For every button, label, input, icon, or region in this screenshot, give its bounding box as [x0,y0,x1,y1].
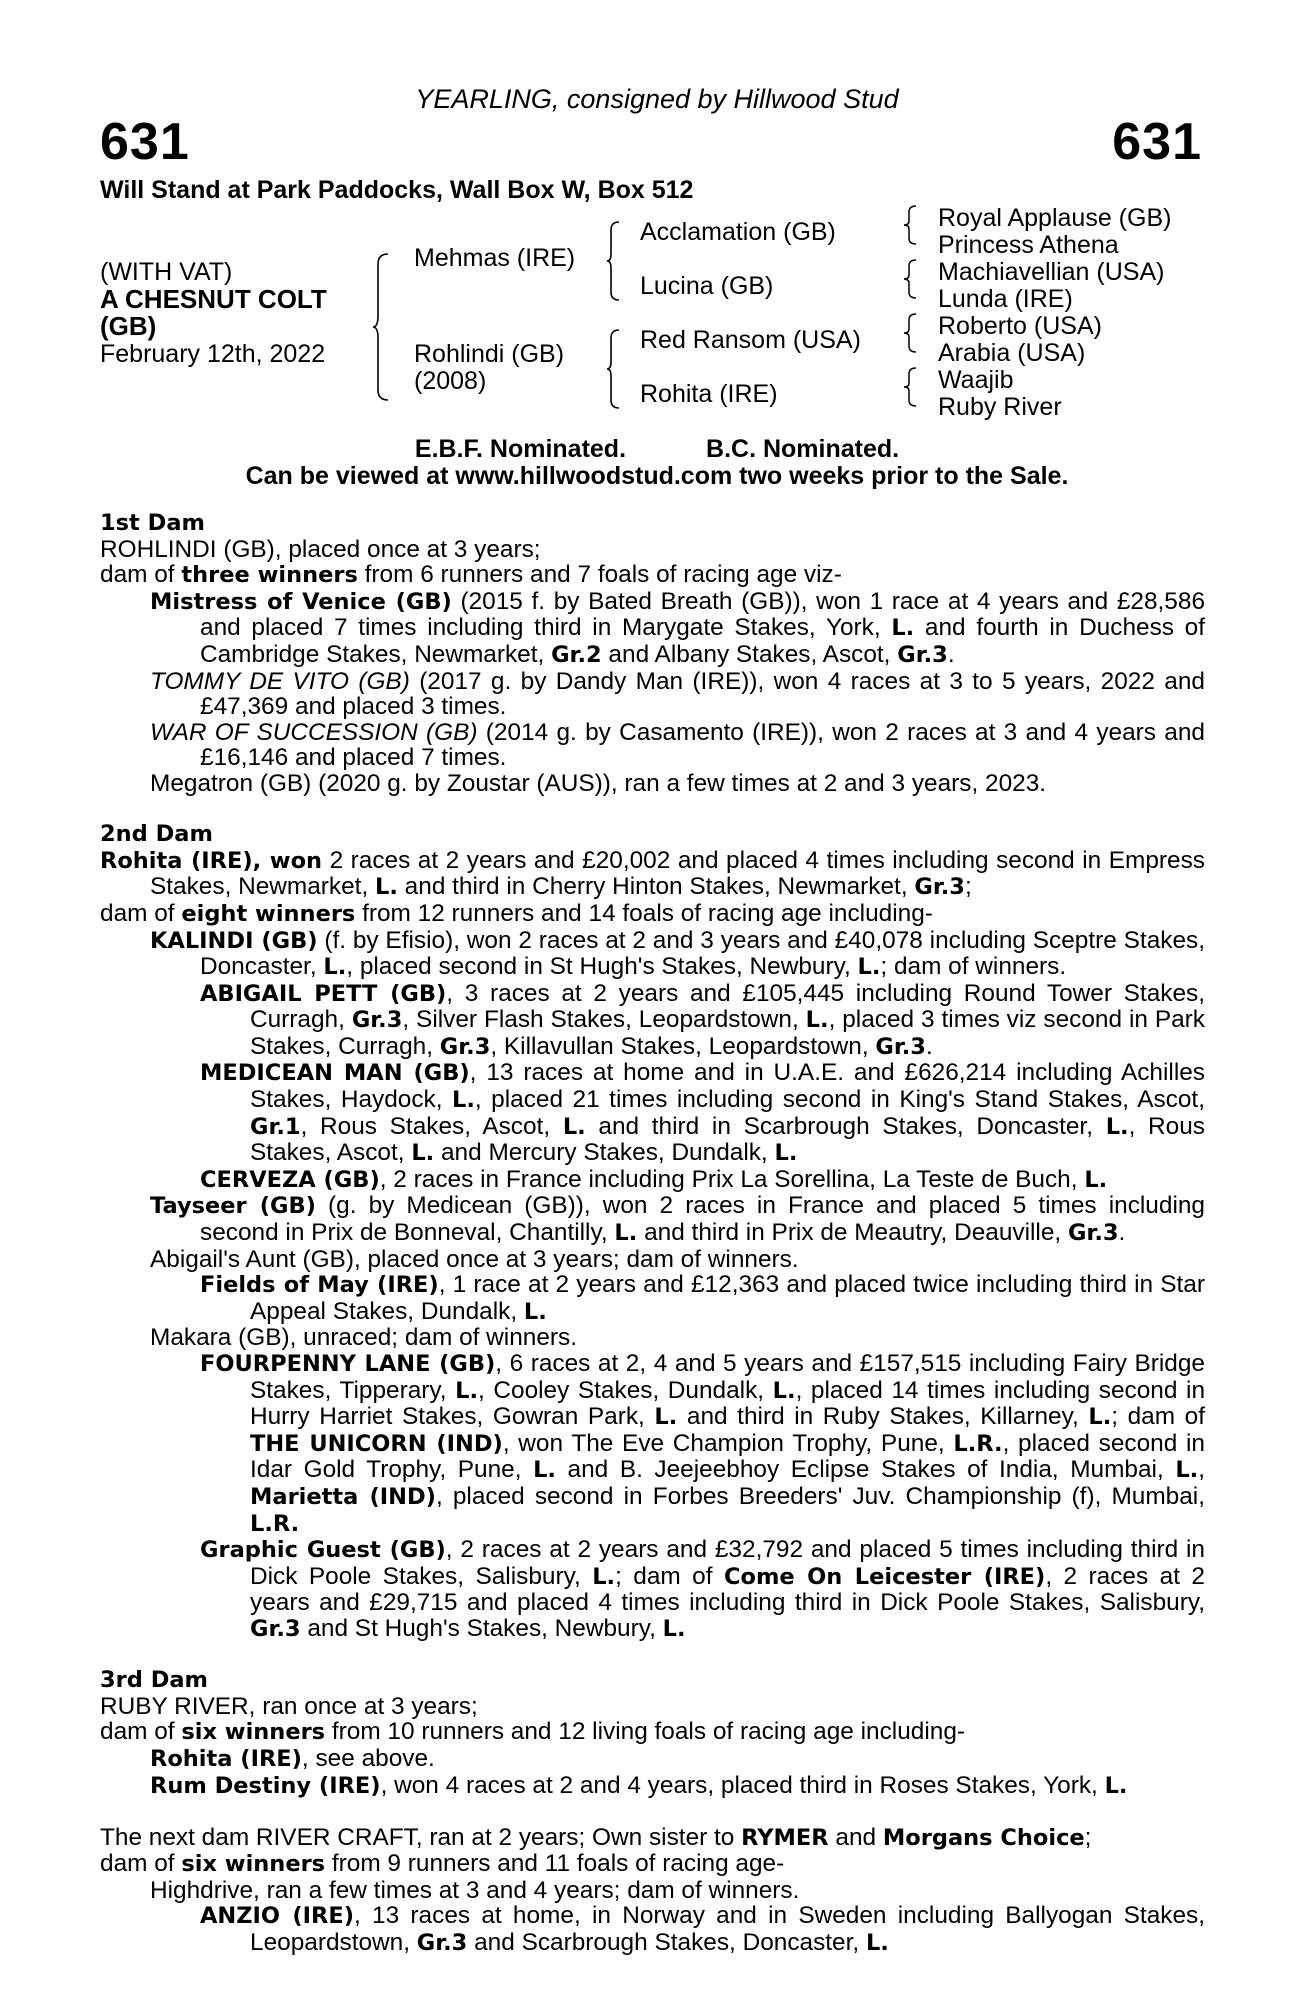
foaling-date: February 12th, 2022 [100,340,326,368]
produce-entry: KALINDI (GB) (f. by Efisio), won 2 races at 2 and 3 years and £40,078 including Sceptre Stakes, Doncaster, L., placed second in St Hugh's Stakes, Newbury, L.; dam of winners. [150,926,1205,981]
second-dam-heading: 2nd Dam [100,821,213,848]
produce-entry: CERVEZA (GB), 2 races in France including Prix La Sorellina, La Teste de Buch, L. [200,1165,1108,1193]
stand-location: Will Stand at Park Paddocks, Wall Box W, Box 512 [100,176,694,204]
pedigree-brace-dam [606,328,622,410]
third-dam-line: RUBY RIVER, ran once at 3 years; [100,1692,478,1720]
pedigree-sire-dam: Lucina (GB) [640,272,774,300]
produce-entry: ABIGAIL PETT (GB), 3 races at 2 years and £105,445 including Round Tower Stakes, Curragh, Gr.3, Silver Flash Stakes, Leopardstown, L., placed 3 times viz second in Park Stakes, Curragh, Gr.3, Killavullan Stakes, Leopardstown, Gr.3. [200,979,1205,1060]
produce-entry: Fields of May (IRE), 1 race at 2 years and £12,363 and placed twice including third in Star Appeal Stakes, Dundalk, L. [200,1271,1205,1325]
third-dam-produce: dam of six winners from 10 runners and 12 living foals of racing age including- [100,1718,966,1746]
pedigree-body [100,511,1205,1957]
pedigree-brace-sire [606,220,622,302]
pedigree-g3-1: Royal Applause (GB) [938,204,1172,232]
first-dam-line: ROHLINDI (GB), placed once at 3 years; [100,535,541,563]
lot-number-left: 631 [100,113,190,171]
first-dam-produce: dam of three winners from 6 runners and 7 foals of racing age viz- [100,561,842,589]
pedigree-g3-4: Lunda (IRE) [938,285,1073,313]
pedigree-g3-7: Waajib [938,366,1014,394]
consignor-line: YEARLING, consigned by Hillwood Stud [415,84,899,114]
produce-entry: FOURPENNY LANE (GB), 6 races at 2, 4 and 5 years and £157,515 including Fairy Bridge Stakes, Tipperary, L., Cooley Stakes, Dundalk, L., placed 14 times including second in Hurry Harriet Stakes, Gowran Park, L. and third in Ruby Stakes, Killarney, L.; dam of THE UNICORN (IND), won The Eve Champion Trophy, Pune, L.R., placed second in Idar Gold Trophy, Pune, L. and B. Jeejeebhoy Eclipse Stakes of India, Mumbai, L., Marietta (IND), placed second in Forbes Breeders' Juv. Championship (f), Mumbai, L.R. [200,1350,1206,1537]
produce-entry: TOMMY DE VITO (GB) (2017 g. by Dandy Man (IRE)), won 4 races at 3 to 5 years, 2022 and £47,369 and placed 3 times. [150,667,1205,721]
pedigree-dam: Rohlindi (GB) [414,340,565,368]
pedigree-g3-8: Ruby River [938,393,1062,421]
vat-label: (WITH VAT) [100,258,233,286]
pedigree-brace-main [372,252,392,402]
produce-entry: Megatron (GB) (2020 g. by Zoustar (AUS)), ran a few times at 2 and 3 years, 2023. [150,769,1047,797]
produce-entry: Highdrive, ran a few times at 3 and 4 years; dam of winners. [150,1876,800,1904]
produce-entry: Graphic Guest (GB), 2 races at 2 years and £32,792 and placed 5 times including third in Dick Poole Stakes, Salisbury, L.; dam of Come On Leicester (IRE), 2 races at 2 years and £29,715 and placed 4 times including third in Dick Poole Stakes, Salisbury, Gr.3 and St Hugh's Stakes, Newbury, L. [200,1536,1205,1642]
second-dam-produce: dam of eight winners from 12 runners and 14 foals of racing age including- [100,899,933,927]
pedigree-brace-g3-4 [903,366,919,408]
subject-name-line2: (GB) [100,311,157,341]
pedigree-g3-3: Machiavellian (USA) [938,258,1165,286]
produce-entry: Rohita (IRE), see above. [150,1744,435,1772]
ebf-nominated: E.B.F. Nominated. [414,435,627,463]
produce-entry: Makara (GB), unraced; dam of winners. [150,1324,578,1352]
pedigree-brace-g3-2 [903,258,919,300]
pedigree-brace-g3-1 [903,204,919,246]
produce-entry: Rum Destiny (IRE), won 4 races at 2 and 4 years, placed third in Roses Stakes, York, L. [150,1771,1128,1799]
pedigree-sire-sire: Acclamation (GB) [640,218,836,246]
pedigree-g3-2: Princess Athena [938,231,1119,259]
pedigree-dam-sire: Red Ransom (USA) [640,326,861,354]
produce-entry: Abigail's Aunt (GB), placed once at 3 years; dam of winners. [150,1245,799,1273]
next-dam-line: The next dam RIVER CRAFT, ran at 2 years; Own sister to RYMER and Morgans Choice; [100,1823,1092,1851]
produce-entry: ANZIO (IRE), 13 races at home, in Norway and in Sweden including Ballyogan Stakes, Leopardstown, Gr.3 and Scarbrough Stakes, Doncaster, L. [200,1902,1205,1957]
produce-entry: MEDICEAN MAN (GB), 13 races at home and in U.A.E. and £626,214 including Achilles Stakes, Haydock, L., placed 21 times including second in King's Stand Stakes, Ascot, Gr.1, Rous Stakes, Ascot, L. and third in Scarbrough Stakes, Doncaster, L., Rous Stakes, Ascot, L. and Mercury Stakes, Dundalk, L. [200,1059,1205,1167]
third-dam-heading: 3rd Dam [100,1667,208,1694]
pedigree-sire: Mehmas (IRE) [414,244,576,272]
pedigree-dam-year: (2008) [414,367,487,395]
produce-entry: Mistress of Venice (GB) (2015 f. by Bated Breath (GB)), won 1 race at 4 years and £28,586 and placed 7 times including third in Marygate Stakes, York, L. and fourth in Duchess of Cambridge Stakes, Newmarket, Gr.2 and Albany Stakes, Ascot, Gr.3. [150,587,1206,668]
subject-name-line1: A CHESNUT COLT [100,284,327,314]
first-dam-heading: 1st Dam [100,510,205,536]
nomination-line [0,435,1314,464]
produce-entry: Tayseer (GB) (g. by Medicean (GB)), won 2 races in France and placed 5 times including second in Prix de Bonneval, Chantilly, L. and third in Prix de Meautry, Deauville, Gr.3. [150,1192,1205,1247]
produce-entry: WAR OF SUCCESSION (GB) (2014 g. by Casamento (IRE)), won 2 races at 3 and 4 years and £16,146 and placed 7 times. [150,718,1205,772]
pedigree-dam-dam: Rohita (IRE) [640,380,778,408]
lot-number-right: 631 [1112,113,1202,171]
second-dam-line: Rohita (IRE), won 2 races at 2 years and £20,002 and placed 4 times including second in Empress Stakes, Newmarket, L. and third in Cherry Hinton Stakes, Newmarket, Gr.3; [100,846,1205,901]
pedigree-g3-6: Arabia (USA) [938,339,1086,367]
pedigree-g3-5: Roberto (USA) [938,312,1102,340]
next-dam-produce: dam of six winners from 9 runners and 11 foals of racing age- [100,1850,785,1878]
pedigree-brace-g3-3 [903,312,919,354]
viewing-notice: Can be viewed at www.hillwoodstud.com two weeks prior to the Sale. [245,462,1069,490]
bc-nominated: B.C. Nominated. [706,435,900,463]
